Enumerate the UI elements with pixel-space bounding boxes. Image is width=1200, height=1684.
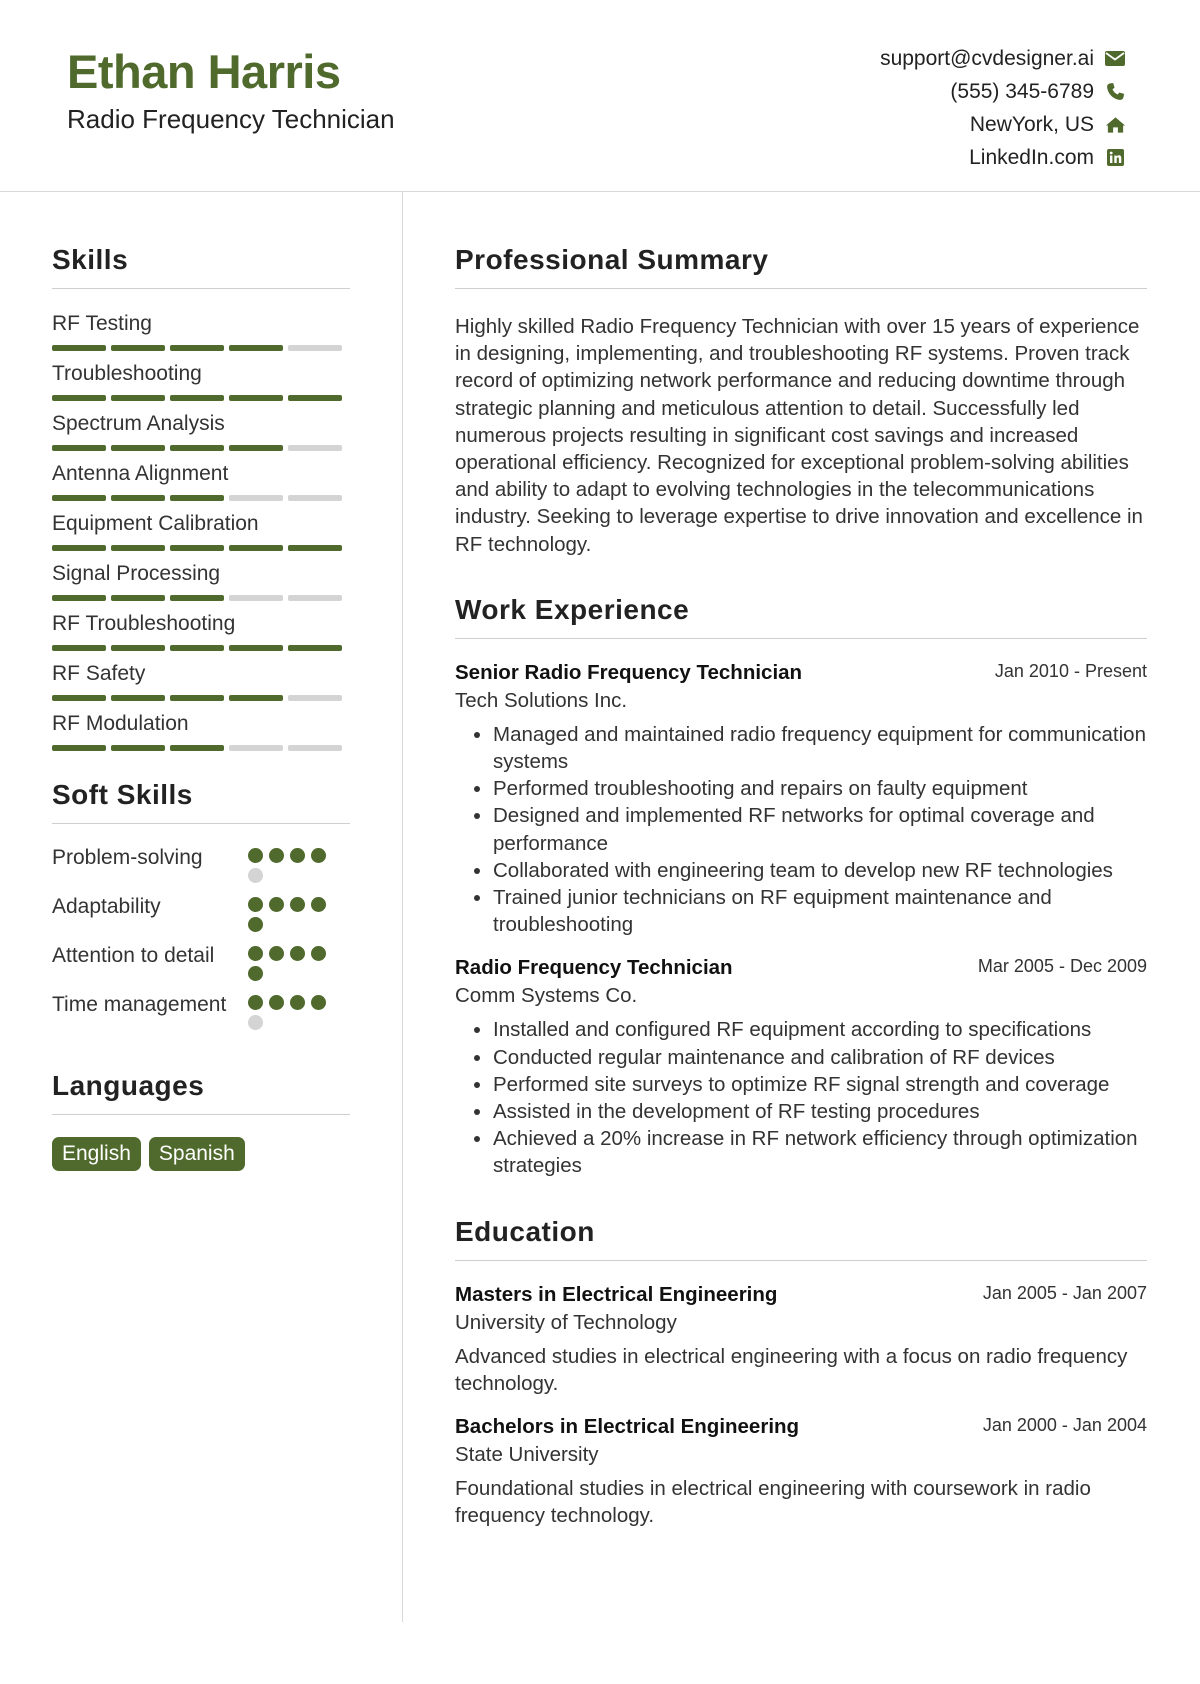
- rating-bar: [111, 445, 165, 451]
- languages-heading: Languages: [52, 1070, 350, 1115]
- education-section: [455, 1216, 1147, 1530]
- rating-bar: [288, 595, 342, 601]
- rating-bar: [111, 595, 165, 601]
- rating-bar: [229, 695, 283, 701]
- rating-bar: [229, 595, 283, 601]
- education-header: [455, 1415, 1147, 1439]
- rating-bar: [288, 495, 342, 501]
- job-title: Senior Radio Frequency Technician: [455, 660, 803, 684]
- rating-bar: [52, 645, 106, 651]
- languages-list: [52, 1137, 350, 1171]
- skill-rating: [52, 645, 350, 651]
- education-school: State University: [455, 1443, 599, 1467]
- rating-dot: [248, 946, 263, 961]
- rating-dot: [269, 897, 284, 912]
- skill-name: RF Troubleshooting: [52, 612, 236, 635]
- education-school: University of Technology: [455, 1310, 677, 1334]
- rating-bar: [111, 645, 165, 651]
- skill-item: [52, 459, 350, 509]
- rating-bar: [229, 745, 283, 751]
- rating-dot: [290, 897, 305, 912]
- rating-bar: [229, 445, 283, 451]
- skill-rating: [52, 395, 350, 401]
- skill-item: [52, 659, 350, 709]
- job-list: [455, 661, 1147, 1180]
- rating-bar: [288, 445, 342, 451]
- rating-dot: [248, 1015, 263, 1030]
- rating-bar: [288, 645, 342, 651]
- soft-skill-rating: [248, 991, 338, 1030]
- skill-name: Equipment Calibration: [52, 512, 259, 535]
- skill-item: [52, 709, 350, 759]
- job-company: Tech Solutions Inc.: [455, 688, 628, 712]
- rating-bar: [288, 395, 342, 401]
- skill-name: Spectrum Analysis: [52, 412, 225, 435]
- soft-skill-name: Time management: [52, 993, 227, 1016]
- skills-heading: Skills: [52, 244, 350, 289]
- job-title: Radio Frequency Technician: [455, 956, 733, 980]
- job-date: Jan 2010 - Present: [994, 660, 1147, 681]
- skill-item: [52, 309, 350, 359]
- skill-item: [52, 559, 350, 609]
- skill-rating: [52, 695, 350, 701]
- job-header: [455, 661, 1147, 685]
- education-degree: Masters in Electrical Engineering: [455, 1282, 778, 1306]
- job-entry: [455, 956, 1147, 1179]
- rating-bar: [111, 395, 165, 401]
- phone-icon: [1104, 81, 1126, 103]
- rating-bar: [170, 645, 224, 651]
- education-entry: [455, 1283, 1147, 1397]
- job-bullet: • Collaborated with engineering team to develop new RF technologies: [493, 857, 1147, 884]
- rating-bar: [52, 395, 106, 401]
- education-degree: Bachelors in Electrical Engineering: [455, 1415, 800, 1439]
- rating-bar: [170, 445, 224, 451]
- education-description: Advanced studies in electrical engineering with a focus on radio frequency technology.: [455, 1344, 1128, 1395]
- skill-item: [52, 509, 350, 559]
- contact-list: [880, 42, 1126, 174]
- skill-name: RF Testing: [52, 312, 152, 335]
- envelope-icon: [1104, 48, 1126, 70]
- job-bullets: [455, 721, 1147, 939]
- education-date: Jan 2005 - Jan 2007: [982, 1282, 1147, 1303]
- rating-bar: [170, 395, 224, 401]
- experience-section: [455, 594, 1147, 1180]
- skill-item: [52, 609, 350, 659]
- skill-item: [52, 409, 350, 459]
- right-column: [455, 192, 1147, 1529]
- rating-dot: [311, 897, 326, 912]
- language-badge: English: [52, 1137, 141, 1171]
- languages-section: [52, 1070, 350, 1171]
- rating-bar: [170, 695, 224, 701]
- soft-skill-item: [52, 844, 350, 883]
- candidate-name: Ethan Harris: [67, 45, 341, 98]
- contact-email[interactable]: [880, 42, 1126, 75]
- soft-skill-item: [52, 991, 350, 1030]
- rating-dot: [311, 995, 326, 1010]
- rating-bar: [170, 545, 224, 551]
- rating-bar: [111, 695, 165, 701]
- rating-bar: [170, 345, 224, 351]
- soft-skills-heading: Soft Skills: [52, 779, 350, 824]
- education-description: Foundational studies in electrical engineering with coursework in radio frequency technology.: [455, 1477, 1091, 1528]
- job-date: Mar 2005 - Dec 2009: [977, 956, 1147, 977]
- candidate-title: Radio Frequency Technician: [67, 104, 395, 134]
- rating-bar: [229, 645, 283, 651]
- rating-dot: [290, 848, 305, 863]
- linkedin-icon: [1104, 147, 1126, 169]
- rating-dot: [248, 995, 263, 1010]
- summary-text: Highly skilled Radio Frequency Technician with over 15 years of experience in designing, implementing, and troubleshooting RF systems. Proven track record of optimizing network performance and reducing downtime through strategic planning and meticulous attention to detail. Successfully led numerous projects resulting in significant cost savings and increased operational efficiency. Recognized for exceptional problem-solving abilities and ability to adapt to evolving technologies in the telecommunications industry. Seeking to leverage expertise to drive innovation and excellence in RF technology.: [455, 315, 1143, 556]
- job-bullet: • Achieved a 20% increase in RF network efficiency through optimization strategies: [493, 1125, 1147, 1179]
- rating-bar: [111, 345, 165, 351]
- contact-linkedin[interactable]: [880, 141, 1126, 174]
- job-company: Comm Systems Co.: [455, 984, 638, 1008]
- rating-bar: [229, 395, 283, 401]
- soft-skills-list: [52, 844, 350, 1030]
- rating-bar: [229, 495, 283, 501]
- rating-bar: [229, 345, 283, 351]
- rating-dot: [248, 848, 263, 863]
- soft-skill-rating: [248, 893, 338, 932]
- contact-location: [880, 108, 1126, 141]
- skill-rating: [52, 745, 350, 751]
- rating-bar: [288, 745, 342, 751]
- rating-bar: [170, 495, 224, 501]
- contact-linkedin-text: LinkedIn.com: [969, 145, 1094, 169]
- language-badge: Spanish: [149, 1137, 245, 1171]
- job-bullet: • Installed and configured RF equipment according to specifications: [493, 1016, 1147, 1043]
- rating-dot: [269, 995, 284, 1010]
- rating-bar: [111, 745, 165, 751]
- education-heading: Education: [455, 1216, 1147, 1261]
- job-bullet: • Trained junior technicians on RF equipment maintenance and troubleshooting: [493, 884, 1147, 938]
- rating-bar: [52, 345, 106, 351]
- contact-phone-text: (555) 345-6789: [950, 79, 1094, 103]
- soft-skill-rating: [248, 844, 338, 883]
- rating-dot: [311, 946, 326, 961]
- rating-bar: [288, 695, 342, 701]
- skill-name: RF Modulation: [52, 712, 189, 735]
- summary-heading: Professional Summary: [455, 244, 1147, 289]
- soft-skill-name: Problem-solving: [52, 846, 203, 869]
- rating-dot: [248, 868, 263, 883]
- soft-skill-name: Adaptability: [52, 895, 161, 918]
- job-bullet: • Designed and implemented RF networks for optimal coverage and performance: [493, 802, 1147, 856]
- soft-skill-rating: [248, 942, 338, 981]
- skill-item: [52, 359, 350, 409]
- rating-dot: [290, 946, 305, 961]
- rating-dot: [269, 946, 284, 961]
- contact-email-text: support@cvdesigner.ai: [880, 46, 1094, 70]
- soft-skill-item: [52, 942, 350, 981]
- rating-bar: [288, 545, 342, 551]
- rating-bar: [229, 545, 283, 551]
- skill-name: Troubleshooting: [52, 362, 202, 385]
- skill-rating: [52, 545, 350, 551]
- rating-bar: [111, 545, 165, 551]
- soft-skills-section: [52, 779, 350, 1030]
- education-header: [455, 1283, 1147, 1307]
- job-bullet: • Performed site surveys to optimize RF signal strength and coverage: [493, 1071, 1147, 1098]
- rating-dot: [248, 897, 263, 912]
- skill-rating: [52, 345, 350, 351]
- summary-section: [455, 244, 1147, 558]
- education-list: [455, 1283, 1147, 1530]
- rating-bar: [52, 445, 106, 451]
- rating-bar: [111, 495, 165, 501]
- job-bullet: • Performed troubleshooting and repairs on faulty equipment: [493, 775, 1147, 802]
- job-bullet: • Managed and maintained radio frequency equipment for communication systems: [493, 721, 1147, 775]
- job-entry: [455, 661, 1147, 939]
- skill-rating: [52, 495, 350, 501]
- left-column: [52, 192, 350, 1171]
- skill-rating: [52, 595, 350, 601]
- rating-dot: [290, 995, 305, 1010]
- rating-dot: [311, 848, 326, 863]
- skills-section: [52, 244, 350, 759]
- contact-location-text: NewYork, US: [969, 112, 1094, 136]
- experience-heading: Work Experience: [455, 594, 1147, 639]
- soft-skill-item: [52, 893, 350, 932]
- resume-header: [0, 0, 1200, 192]
- rating-bar: [288, 345, 342, 351]
- education-entry: [455, 1415, 1147, 1529]
- education-date: Jan 2000 - Jan 2004: [982, 1415, 1147, 1436]
- skill-name: RF Safety: [52, 662, 146, 685]
- soft-skill-name: Attention to detail: [52, 944, 215, 967]
- rating-dot: [269, 848, 284, 863]
- rating-bar: [52, 495, 106, 501]
- skill-rating: [52, 445, 350, 451]
- rating-bar: [52, 545, 106, 551]
- job-bullet: • Assisted in the development of RF testing procedures: [493, 1098, 1147, 1125]
- job-bullets: [455, 1016, 1147, 1179]
- job-bullet: • Conducted regular maintenance and calibration of RF devices: [493, 1044, 1147, 1071]
- rating-bar: [52, 745, 106, 751]
- contact-phone[interactable]: [880, 75, 1126, 108]
- column-divider: [402, 192, 403, 1622]
- job-header: [455, 956, 1147, 980]
- skill-name: Signal Processing: [52, 562, 221, 585]
- rating-dot: [248, 966, 263, 981]
- rating-bar: [52, 695, 106, 701]
- rating-bar: [170, 595, 224, 601]
- skill-name: Antenna Alignment: [52, 462, 229, 485]
- skills-list: [52, 309, 350, 759]
- rating-bar: [170, 745, 224, 751]
- rating-bar: [52, 595, 106, 601]
- home-icon: [1104, 114, 1126, 136]
- rating-dot: [248, 917, 263, 932]
